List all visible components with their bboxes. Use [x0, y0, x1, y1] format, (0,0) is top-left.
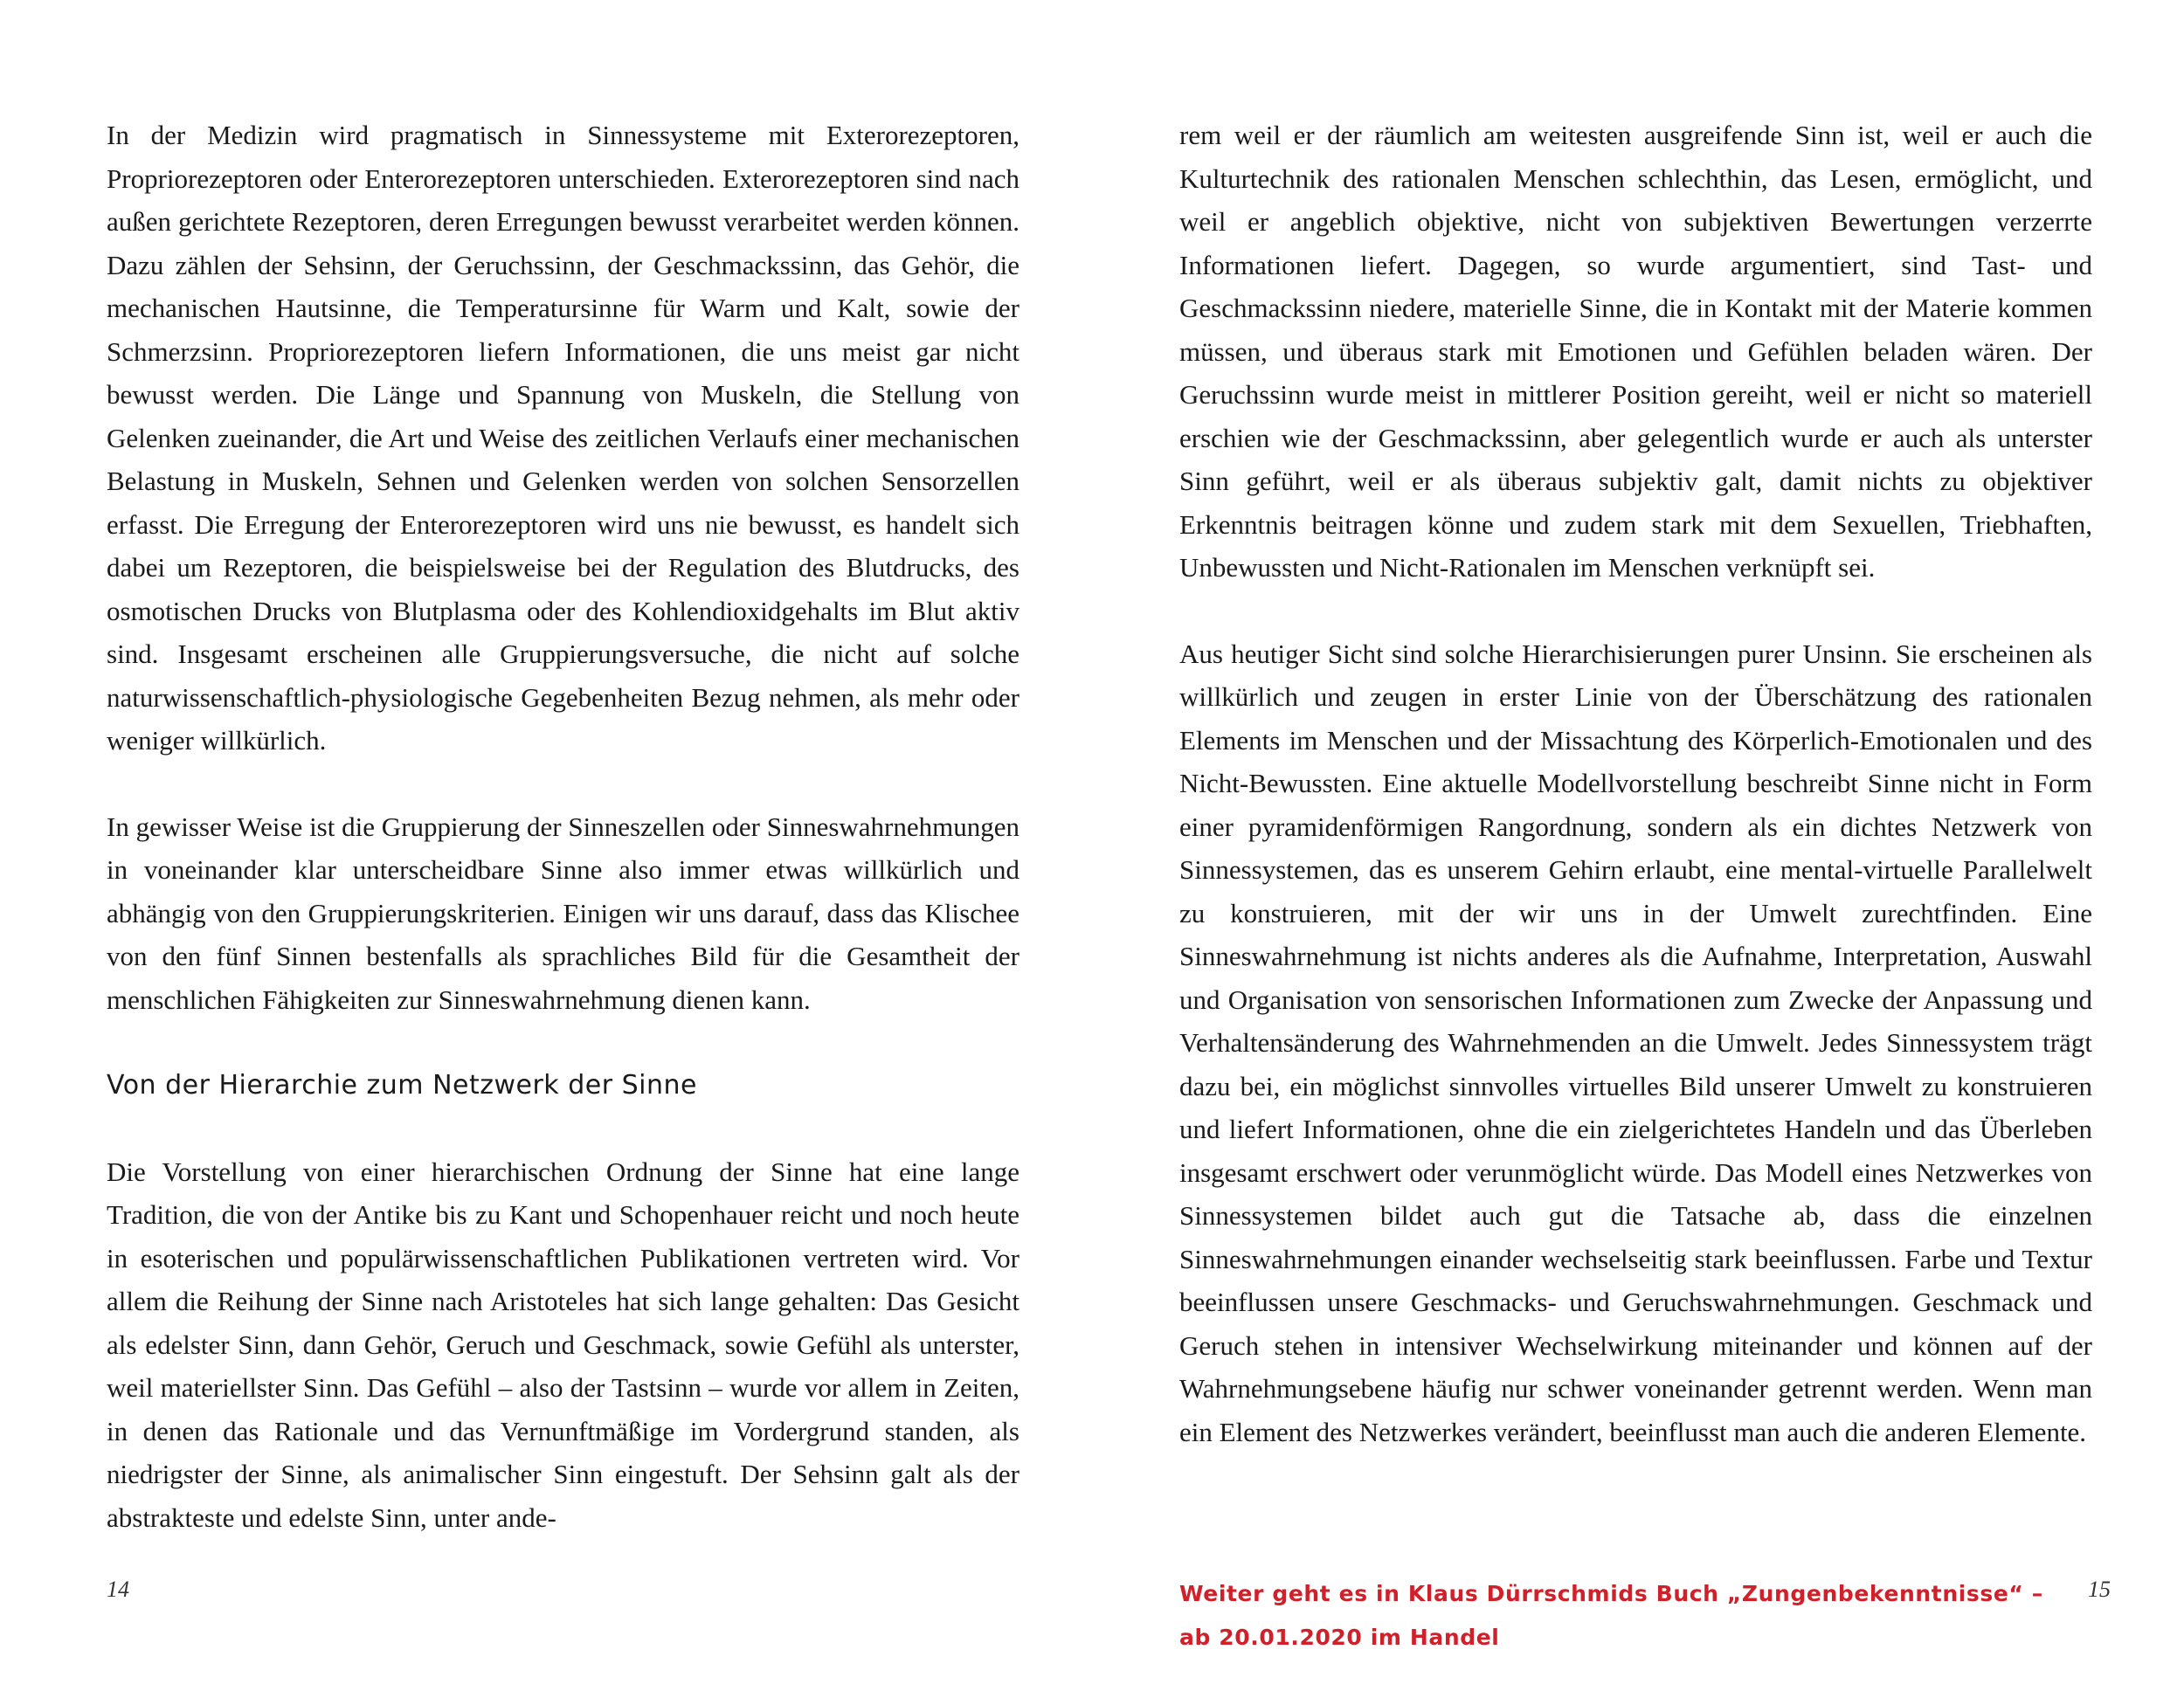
right-paragraph-2: Aus heutiger Sicht sind solche Hierarchisierungen purer Unsinn. Sie erscheinen als willkürlich und zeugen in erster Linie von der Überschätzung des rationalen Elements im Menschen und der Missachtung des Körperlich-Emotionalen und des Nicht-Bewussten. Eine aktuelle Modellvorstellung beschreibt Sinne nicht in Form einer pyramidenförmigen Rangordnung, sondern als ein dichtes Netzwerk von Sinnessystemen, das es unserem Gehirn erlaubt, eine mental-virtuelle Parallelwelt zu konstruieren, mit der wir uns in der Umwelt zurechtfinden. Eine Sinneswahrnehmung ist nichts anderes als die Aufnahme, Interpretation, Auswahl und Organisation von sensorischen Informationen zum Zwecke der Anpassung und Verhaltensänderung des Wahrnehmenden an die Umwelt. Jedes Sinnessystem trägt dazu bei, ein möglichst sinnvolles virtuelles Bild unserer Umwelt zu konstruieren und liefert Informationen, ohne die ein zielgerichtetes Handeln und das Überleben insgesamt erschwert oder verunmöglicht würde. Das Modell eines Netzwerkes von Sinnessystemen bildet auch gut die Tatsache ab, dass die einzelnen Sinneswahrnehmungen einander wechselseitig stark beeinflussen. Farbe und Textur beeinflussen unsere Geschmacks- und Geruchswahrnehmungen. Geschmack und Geruch stehen in intensiver Wechselwirkung miteinander und können auf der Wahrnehmungsebene häufig nur schwer voneinander getrennt werden. Wenn man ein Element des Netzwerkes verändert, beeinflusst man auch die anderen Elemente. [1179, 638, 2092, 1447]
right-text-column [1179, 114, 2092, 1453]
left-paragraph-3: Die Vorstellung von einer hierarchischen Ordnung der Sinne hat eine lange Tradition, die von der Antike bis zu Kant und Schopenhauer reicht und noch heute in esoterischen und populärwissenschaftlichen Publikationen vertreten wird. Vor allem die Reihung der Sinne nach Aristoteles hat sich lange gehalten: Das Gesicht als edelster Sinn, dann Gehör, Geruch und Geschmack, sowie Gefühl als unterster, weil materiellster Sinn. Das Gefühl – also der Tastsinn – wurde vor allem in Zeiten, in denen das Rationale und das Vernunftmäßige im Vordergrund standen, als niedrigster der Sinne, als animalischer Sinn eingestuft. Der Sehsinn galt als der abstrakteste und edelste Sinn, unter ande- [107, 1156, 1019, 1533]
left-paragraph-1: In der Medizin wird pragmatisch in Sinnessysteme mit Exterorezeptoren, Propriorezeptoren oder Enterorezeptoren unterschieden. Exterorezeptoren sind nach außen gerichtete Rezeptoren, deren Erregungen bewusst verarbeitet werden können. Dazu zählen der Sehsinn, der Geruchssinn, der Geschmackssinn, das Gehör, die mechanischen Hautsinne, die Temperatursinne für Warm und Kalt, sowie der Schmerzsinn. Propriorezeptoren liefern Informationen, die uns meist gar nicht bewusst werden. Die Länge und Spannung von Muskeln, die Stellung von Gelenken zueinander, die Art und Weise des zeitlichen Verlaufs einer mechanischen Belastung in Muskeln, Sehnen und Gelenken werden von solchen Sensorzellen erfasst. Die Erregung der Enterorezeptoren wird uns nie bewusst, es handelt sich dabei um Rezeptoren, die beispielsweise bei der Regulation des Blutdrucks, des osmotischen Drucks von Blutplasma oder des Kohlendioxidgehalts im Blut aktiv sind. Insgesamt erscheinen alle Gruppierungsversuche, die nicht auf solche naturwissenschaftlich-physiologische Gegebenheiten Bezug nehmen, als mehr oder weniger willkürlich. [107, 120, 1019, 756]
left-paragraph-2: In gewisser Weise ist die Gruppierung der Sinneszellen oder Sinneswahrnehmungen in voneinander klar unterscheidbare Sinne also immer etwas willkürlich und abhängig von den Gruppierungskriterien. Einigen wir uns darauf, dass das Klischee von den fünf Sinnen bestenfalls als sprachliches Bild für die Gesamtheit der menschlichen Fähigkeiten zur Sinneswahrnehmung dienen kann. [107, 811, 1019, 1015]
left-text-column [107, 114, 1019, 1539]
page-number-right: 15 [2088, 1577, 2111, 1602]
right-paragraph-1: rem weil er der räumlich am weitesten ausgreifende Sinn ist, weil er auch die Kulturtechnik des rationalen Menschen schlechthin, das Lesen, ermöglicht, und weil er angeblich objektive, nicht von subjektiven Bewertungen verzerrte Informationen liefert. Dagegen, so wurde argumentiert, sind Tast- und Geschmackssinn niedere, materielle Sinne, die in Kontakt mit der Materie kommen müssen, und überaus stark mit Emotionen und Gefühlen beladen wären. Der Geruchssinn wurde meist in mittlerer Position gereiht, weil er nicht so materiell erschien wie der Geschmackssinn, aber gelegentlich wurde er auch als unterster Sinn geführt, weil er als überaus subjektiv galt, damit nichts zu objektiver Erkenntnis beitragen könne und zudem stark mit dem Sexuellen, Triebhaften, Unbewussten und Nicht-Rationalen im Menschen verknüpft sei. [1179, 120, 2092, 583]
book-teaser: Weiter geht es in Klaus Dürrschmids Buch „Zungenbekenntnisse“ – ab 20.01.2020 im Handel [1179, 1581, 2043, 1650]
section-heading: Von der Hierarchie zum Netzwerk der Sinne [107, 1070, 697, 1101]
page-number-left: 14 [107, 1577, 129, 1602]
right-page [1092, 0, 2184, 1698]
